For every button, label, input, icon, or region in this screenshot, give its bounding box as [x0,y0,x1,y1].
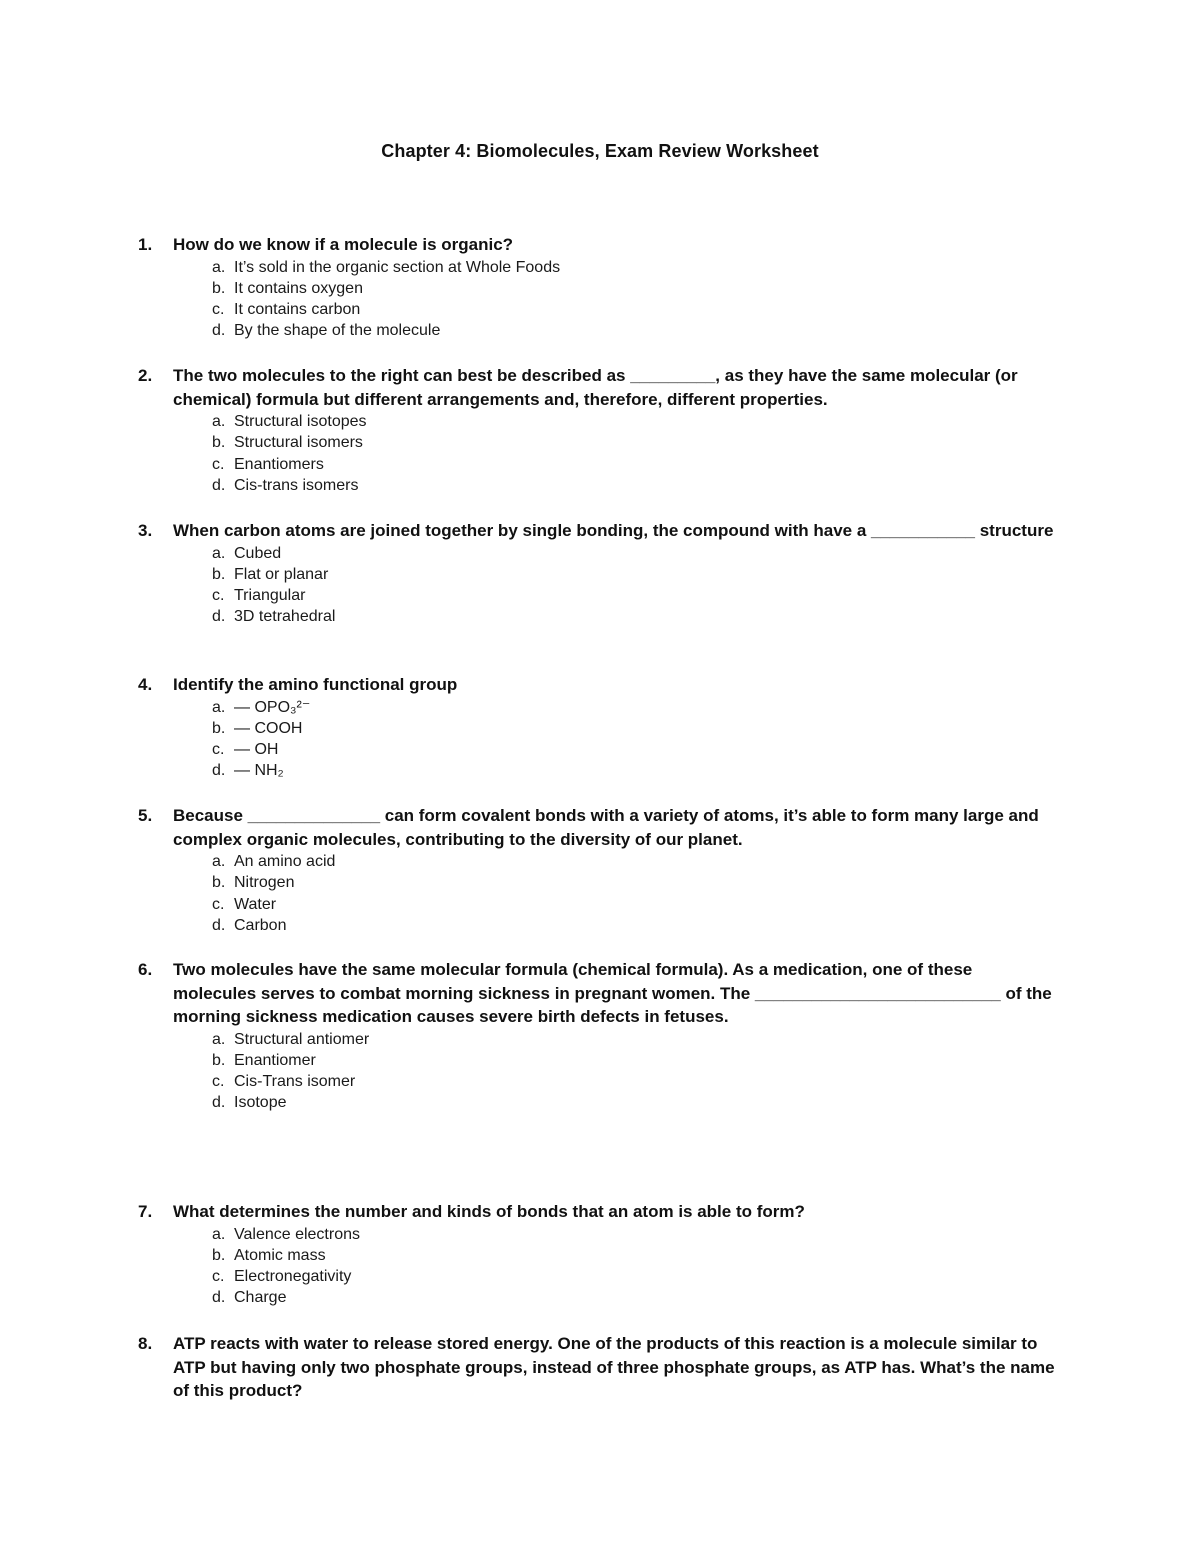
answer-option[interactable] [212,564,1058,585]
option-letter: c. [212,1268,225,1286]
question-text: When carbon atoms are joined together by single bonding, the compound with have a ___________ structure [173,521,1054,540]
answer-option[interactable] [212,1287,1058,1308]
answer-options [138,697,1058,782]
question-text: Two molecules have the same molecular formula (chemical formula). As a medication, one of these molecules serves to combat morning sickness in pregnant women. The __________________________ of the morning sickness medication causes severe birth defects in fetuses. [173,960,1052,1026]
question-number: 8. [138,1334,153,1353]
question-text: The two molecules to the right can best be described as _________, as they have the same molecular (or chemical) formula but different arrangements and, therefore, different properties. [173,366,1018,409]
option-letter: b. [212,1246,226,1264]
answer-option[interactable] [212,1245,1058,1266]
option-text: Cis-trans isomers [234,476,359,494]
option-letter: a. [212,698,226,716]
question-number: 4. [138,675,153,694]
option-text: It’s sold in the organic section at Whole Foods [234,258,561,276]
option-letter: a. [212,544,226,562]
option-text: Enantiomer [234,1051,316,1069]
page-title: Chapter 4: Biomolecules, Exam Review Worksheet [381,141,819,161]
option-text: Flat or planar [234,565,329,583]
option-text: It contains carbon [234,301,361,319]
option-letter: c. [212,895,225,913]
option-letter: c. [212,587,225,605]
answer-option[interactable] [212,299,1058,320]
option-letter: c. [212,741,225,759]
option-text: By the shape of the molecule [234,322,441,340]
answer-options [138,411,1058,496]
option-text: — OH [234,741,279,759]
question-6 [138,958,1058,1114]
option-letter: b. [212,1051,226,1069]
option-text: Structural antiomer [234,1030,370,1048]
option-letter: b. [212,279,226,297]
question-number: 1. [138,235,153,254]
answer-options [138,1029,1058,1114]
option-letter: b. [212,719,226,737]
answer-options [138,257,1058,342]
question-text: Because ______________ can form covalent bonds with a variety of atoms, it’s able to form many large and complex organic molecules, contributing to the diversity of our planet. [173,806,1039,849]
answer-option[interactable] [212,454,1058,475]
question-number: 2. [138,366,153,385]
option-text: Carbon [234,916,287,934]
option-letter: d. [212,322,226,340]
answer-option[interactable] [212,894,1058,915]
option-letter: a. [212,413,226,430]
option-text: Valence electrons [234,1225,360,1243]
option-text: Nitrogen [234,874,295,892]
option-text: Enantiomers [234,455,324,473]
option-text: — NH₂ [234,762,284,780]
option-text: Atomic mass [234,1246,326,1264]
answer-option[interactable] [212,475,1058,496]
answer-option[interactable] [212,1071,1058,1092]
answer-option[interactable] [212,1050,1058,1071]
option-text: Isotope [234,1094,287,1112]
question-text: How do we know if a molecule is organic? [173,235,514,254]
answer-option[interactable] [212,1029,1058,1050]
answer-option[interactable] [212,411,1058,432]
answer-option[interactable] [212,1092,1058,1113]
question-7 [138,1200,1058,1309]
question-8 [138,1332,1058,1403]
option-text: — COOH [234,719,303,737]
option-letter: a. [212,1225,226,1243]
option-letter: d. [212,608,226,626]
answer-option[interactable] [212,543,1058,564]
question-number: 3. [138,521,153,540]
question-4 [138,673,1058,782]
question-text: What determines the number and kinds of bonds that an atom is able to form? [173,1202,805,1221]
answer-option[interactable] [212,1266,1058,1287]
option-text: Structural isomers [234,434,363,452]
option-text: Charge [234,1289,287,1307]
option-letter: a. [212,853,226,870]
option-text: Cubed [234,544,282,562]
option-text: 3D tetrahedral [234,608,336,626]
answer-option[interactable] [212,872,1058,893]
option-text: It contains oxygen [234,279,363,297]
answer-option[interactable] [212,320,1058,341]
answer-option[interactable] [212,915,1058,936]
question-3 [138,519,1058,628]
question-5 [138,804,1058,936]
answer-options [138,543,1058,628]
answer-option[interactable] [212,432,1058,453]
question-number: 6. [138,960,153,979]
option-text: Structural isotopes [234,413,367,430]
question-number: 5. [138,806,153,825]
question-2 [138,364,1058,496]
answer-option[interactable] [212,1224,1058,1245]
option-letter: a. [212,1030,226,1048]
option-text: — OPO₃²⁻ [234,698,311,716]
answer-option[interactable] [212,697,1058,718]
option-letter: d. [212,762,226,780]
option-letter: c. [212,301,225,319]
option-letter: a. [212,258,226,276]
answer-option[interactable] [212,739,1058,760]
option-letter: b. [212,874,226,892]
answer-option[interactable] [212,606,1058,627]
option-text: An amino acid [234,853,336,870]
option-text: Triangular [234,587,306,605]
question-text: ATP reacts with water to release stored energy. One of the products of this reaction is a molecule similar to ATP but having only two phosphate groups, instead of three phosphate groups, as ATP has. What’s the name of this product? [173,1334,1055,1400]
option-letter: d. [212,1094,226,1112]
option-letter: b. [212,565,226,583]
answer-options [138,851,1058,936]
answer-option[interactable] [212,851,1058,872]
option-letter: c. [212,455,225,473]
answer-option[interactable] [212,278,1058,299]
option-text: Water [234,895,277,913]
answer-options [138,1224,1058,1309]
question-number: 7. [138,1202,153,1221]
option-text: Cis-Trans isomer [234,1073,356,1091]
answer-option[interactable] [212,760,1058,781]
option-letter: d. [212,916,226,934]
option-letter: d. [212,476,226,494]
question-text: Identify the amino functional group [173,675,458,694]
answer-option[interactable] [212,585,1058,606]
answer-option[interactable] [212,257,1058,278]
answer-option[interactable] [212,718,1058,739]
option-letter: b. [212,434,226,452]
option-text: Electronegativity [234,1268,352,1286]
option-letter: d. [212,1289,226,1307]
question-1 [138,233,1058,342]
option-letter: c. [212,1073,225,1091]
